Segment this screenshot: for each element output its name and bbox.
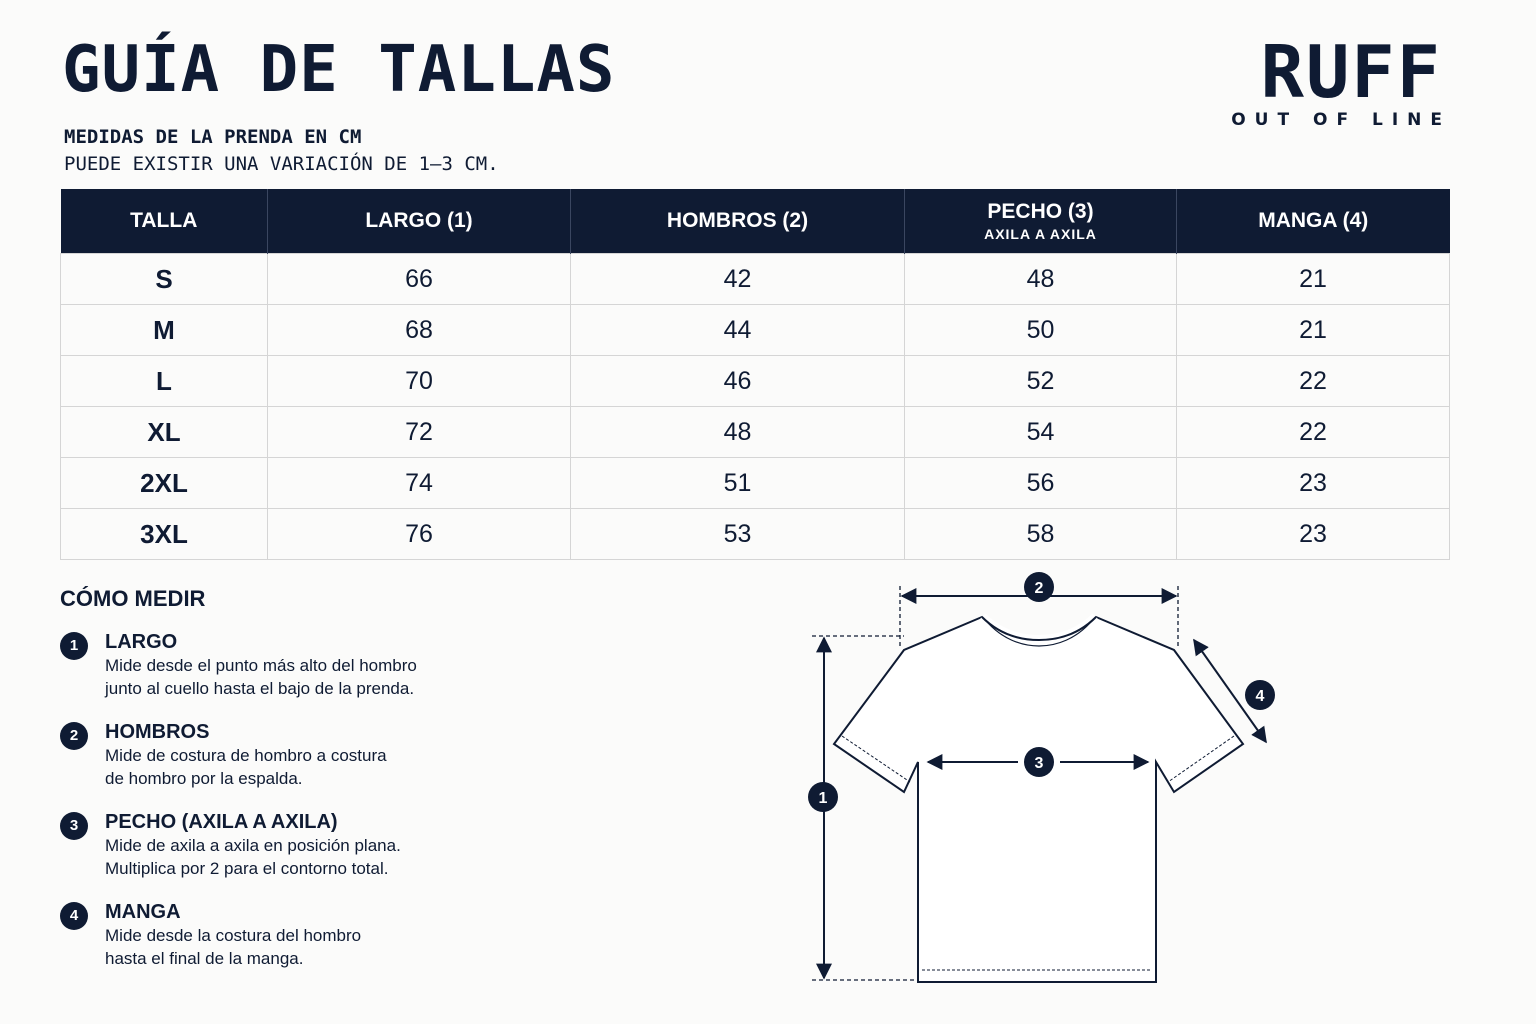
cell-size: 3XL: [61, 509, 268, 560]
marker-1-label: 1: [818, 790, 828, 807]
step-description-line: Mide de axila a axila en posición plana.: [105, 836, 401, 855]
cell-pecho: 54: [905, 407, 1177, 458]
step-largo: [60, 630, 520, 720]
cell-largo: 66: [268, 254, 571, 305]
step-pecho: [60, 810, 520, 900]
table-row: [61, 305, 1450, 356]
subtitle: [64, 124, 499, 178]
cell-pecho: 52: [905, 356, 1177, 407]
tshirt-icon: [834, 617, 1243, 982]
step-description: [105, 834, 520, 880]
cell-pecho: 48: [905, 254, 1177, 305]
cell-manga: 22: [1177, 407, 1450, 458]
header-pecho: [905, 189, 1177, 254]
table-row: [61, 509, 1450, 560]
marker-4: [1245, 680, 1275, 710]
cell-manga: 23: [1177, 509, 1450, 560]
step-description-line: junto al cuello hasta el bajo de la prenda.: [105, 679, 415, 698]
step-title: HOMBROS: [105, 721, 210, 743]
step-title: PECHO (AXILA A AXILA): [105, 811, 338, 833]
cell-size: S: [61, 254, 268, 305]
size-table: [60, 189, 1450, 560]
step-title: MANGA: [105, 901, 181, 923]
subtitle-variation: PUEDE EXISTIR UNA VARIACIÓN DE 1–3 CM.: [64, 153, 499, 175]
cell-largo: 72: [268, 407, 571, 458]
cell-size: 2XL: [61, 458, 268, 509]
subtitle-units: MEDIDAS DE LA PRENDA EN CM: [64, 126, 362, 148]
marker-4-label: 4: [1255, 688, 1265, 705]
cell-largo: 76: [268, 509, 571, 560]
step-description: [105, 924, 520, 970]
step-description-line: Multiplica por 2 para el contorno total.: [105, 859, 389, 878]
table-row: [61, 407, 1450, 458]
brand-tagline: OUT OF LINE: [1231, 110, 1451, 130]
cell-manga: 22: [1177, 356, 1450, 407]
step-description-line: Mide desde el punto más alto del hombro: [105, 656, 417, 675]
cell-manga: 21: [1177, 305, 1450, 356]
how-to-measure-title: CÓMO MEDIR: [60, 586, 206, 611]
cell-hombros: 44: [571, 305, 905, 356]
table-row: [61, 356, 1450, 407]
step-description-line: de hombro por la espalda.: [105, 769, 303, 788]
marker-3-label: 3: [1034, 755, 1044, 772]
cell-largo: 74: [268, 458, 571, 509]
header-pecho-sub: AXILA A AXILA: [984, 226, 1097, 242]
step-description-line: Mide de costura de hombro a costura: [105, 746, 387, 765]
brand-logo: [1231, 30, 1451, 130]
marker-1: [808, 782, 838, 812]
marker-2-label: 2: [1034, 580, 1044, 597]
cell-pecho: 56: [905, 458, 1177, 509]
cell-manga: 21: [1177, 254, 1450, 305]
step-number-badge: 4: [60, 902, 88, 930]
cell-largo: 70: [268, 356, 571, 407]
step-manga: [60, 900, 520, 990]
cell-hombros: 53: [571, 509, 905, 560]
page-title: GUÍA DE TALLAS: [62, 33, 616, 107]
cell-size: XL: [61, 407, 268, 458]
marker-3: [1018, 746, 1060, 778]
tshirt-diagram: [790, 566, 1290, 996]
cell-hombros: 48: [571, 407, 905, 458]
cell-pecho: 50: [905, 305, 1177, 356]
step-title: LARGO: [105, 631, 178, 653]
cell-hombros: 51: [571, 458, 905, 509]
cell-hombros: 42: [571, 254, 905, 305]
table-row: [61, 254, 1450, 305]
header-hombros: HOMBROS (2): [571, 189, 905, 254]
step-description: [105, 654, 520, 700]
step-number-badge: 2: [60, 722, 88, 750]
brand-name: RUFF: [1260, 30, 1442, 114]
step-number-badge: 3: [60, 812, 88, 840]
table-row: [61, 458, 1450, 509]
step-number-badge: 1: [60, 632, 88, 660]
cell-manga: 23: [1177, 458, 1450, 509]
step-description-line: hasta el final de la manga.: [105, 949, 304, 968]
step-hombros: [60, 720, 520, 810]
cell-largo: 68: [268, 305, 571, 356]
header-manga: MANGA (4): [1177, 189, 1450, 254]
header-talla: TALLA: [61, 189, 268, 254]
header-pecho-label: PECHO (3): [987, 200, 1094, 223]
cell-size: M: [61, 305, 268, 356]
how-to-measure: [60, 586, 520, 990]
marker-2: [1024, 572, 1054, 602]
cell-size: L: [61, 356, 268, 407]
step-description-line: Mide desde la costura del hombro: [105, 926, 362, 945]
cell-pecho: 58: [905, 509, 1177, 560]
cell-hombros: 46: [571, 356, 905, 407]
header-largo: LARGO (1): [268, 189, 571, 254]
step-description: [105, 744, 520, 790]
table-header-row: [61, 189, 1450, 254]
